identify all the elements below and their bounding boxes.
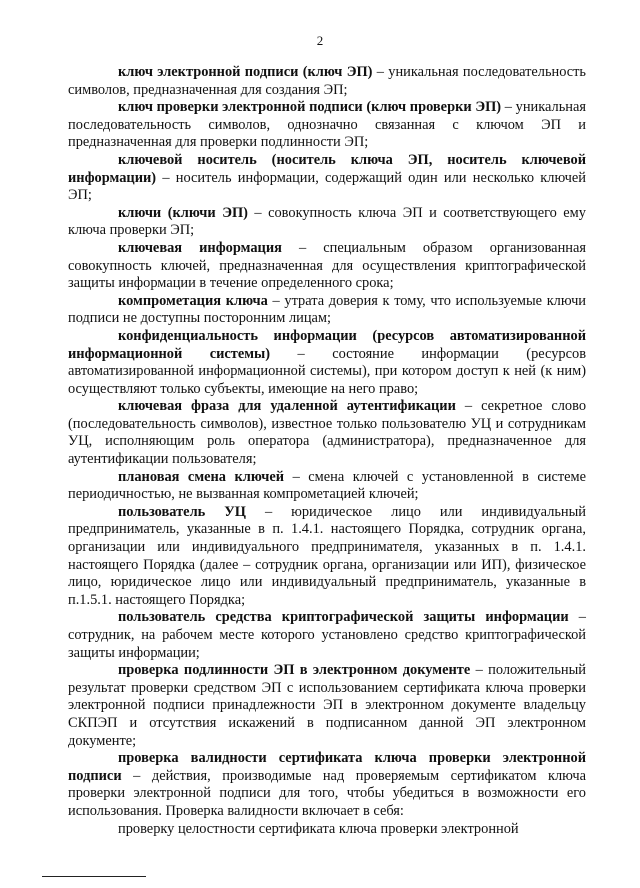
definition-paragraph	[68, 293, 586, 328]
definition-text: – секретное слово (последовательность символов), известное только пользователю УЦ и сотрудникам УЦ, исполняющим роль оператора (администратора), предназначенное для аутентификации пользователя;	[68, 398, 587, 468]
definition-paragraph	[68, 152, 586, 205]
definition-text: – носитель информации, содержащий один или несколько ключей ЭП;	[68, 169, 586, 204]
list-item-paragraph	[68, 821, 586, 839]
definition-paragraph	[68, 750, 586, 820]
definition-paragraph	[68, 328, 586, 398]
definition-paragraph	[68, 662, 586, 750]
definition-text: – смена ключей с установленной в системе периодичностью, не вызванная компрометацией ключей;	[68, 468, 586, 503]
definition-text: – юридическое лицо или индивидуальный предприниматель, указанные в п. 1.4.1. настоящего Порядка, сотрудник органа, организации или индивидуального предпринимателя, указанных в п. 1.4.1. настоящего Порядка (далее – сотрудник органа, организации или ИП), физическое лицо, юридическое лицо или индивидуальный предприниматель, указанные в п.1.5.1. настоящего Порядка;	[68, 503, 587, 608]
definition-text: – совокупность ключа ЭП и соответствующего ему ключа проверки ЭП;	[68, 204, 586, 239]
definition-term: компрометация ключа	[118, 292, 268, 309]
definition-text: – действия, производимые над проверяемым сертификатом ключа проверки электронной подписи для того, чтобы убедиться в возможности его использования. Проверка валидности включает в себя:	[68, 767, 586, 819]
definition-paragraph	[68, 609, 586, 662]
definition-term: ключ проверки электронной подписи (ключ проверки ЭП)	[118, 99, 502, 116]
definition-term: ключевой носитель (носитель ключа ЭП, носитель ключевой информации)	[68, 151, 586, 186]
definition-text: – уникальная последовательность символов, однозначно связанная с ключом ЭП и предназначенная для проверки подлинности ЭП;	[68, 99, 586, 151]
definition-term: конфиденциальность информации (ресурсов автоматизированной информационной системы)	[68, 327, 586, 362]
document-body	[68, 64, 586, 838]
definition-paragraph	[68, 205, 586, 240]
definition-text: – сотрудник, на рабочем месте которого установлено средство криптографической защиты информации;	[68, 609, 586, 661]
definition-text: – положительный результат проверки средством ЭП с использованием сертификата ключа проверки электронной подписи принадлежности ЭП в электронном документе владельцу СКПЭП и отсутствия искажений в подписанном данной ЭП электронном документе;	[68, 662, 586, 749]
definition-term: проверка валидности сертификата ключа проверки электронной подписи	[68, 750, 586, 784]
definition-term: плановая смена ключей	[118, 468, 285, 485]
definition-text: – уникальная последовательность символов, предназначенная для создания ЭП;	[68, 64, 586, 98]
definition-term: пользователь УЦ	[118, 503, 246, 520]
definition-term: ключи (ключи ЭП)	[118, 204, 248, 221]
list-item-text: проверку целостности сертификата ключа проверки электронной	[118, 820, 519, 837]
definition-term: ключевая информация	[118, 239, 282, 256]
definition-text: – состояние информации (ресурсов автоматизированной информационной системы), при котором доступ к ней (к ним) осуществляют только субъекты, имеющие на него право;	[68, 345, 586, 397]
page-number: 2	[316, 33, 324, 48]
definition-paragraph	[68, 99, 586, 152]
definition-paragraph	[68, 240, 586, 293]
definition-text: – утрата доверия к тому, что используемые ключи подписи не доступны посторонним лицам;	[68, 292, 587, 327]
definition-term: ключ электронной подписи (ключ ЭП)	[118, 64, 373, 80]
footnote-separator-line	[42, 876, 146, 877]
definition-term: пользователь средства криптографической защиты информации	[118, 609, 569, 626]
definition-paragraph	[68, 398, 586, 468]
definition-paragraph	[68, 469, 586, 504]
definition-term: ключевая фраза для удаленной аутентификации	[118, 398, 456, 415]
definition-paragraph	[68, 64, 586, 99]
definition-term: проверка подлинности ЭП в электронном документе	[118, 662, 471, 679]
definition-paragraph	[68, 504, 586, 610]
definition-text: – специальным образом организованная совокупность ключей, предназначенная для осуществления криптографической защиты информации в течение определенного срока;	[68, 239, 586, 292]
